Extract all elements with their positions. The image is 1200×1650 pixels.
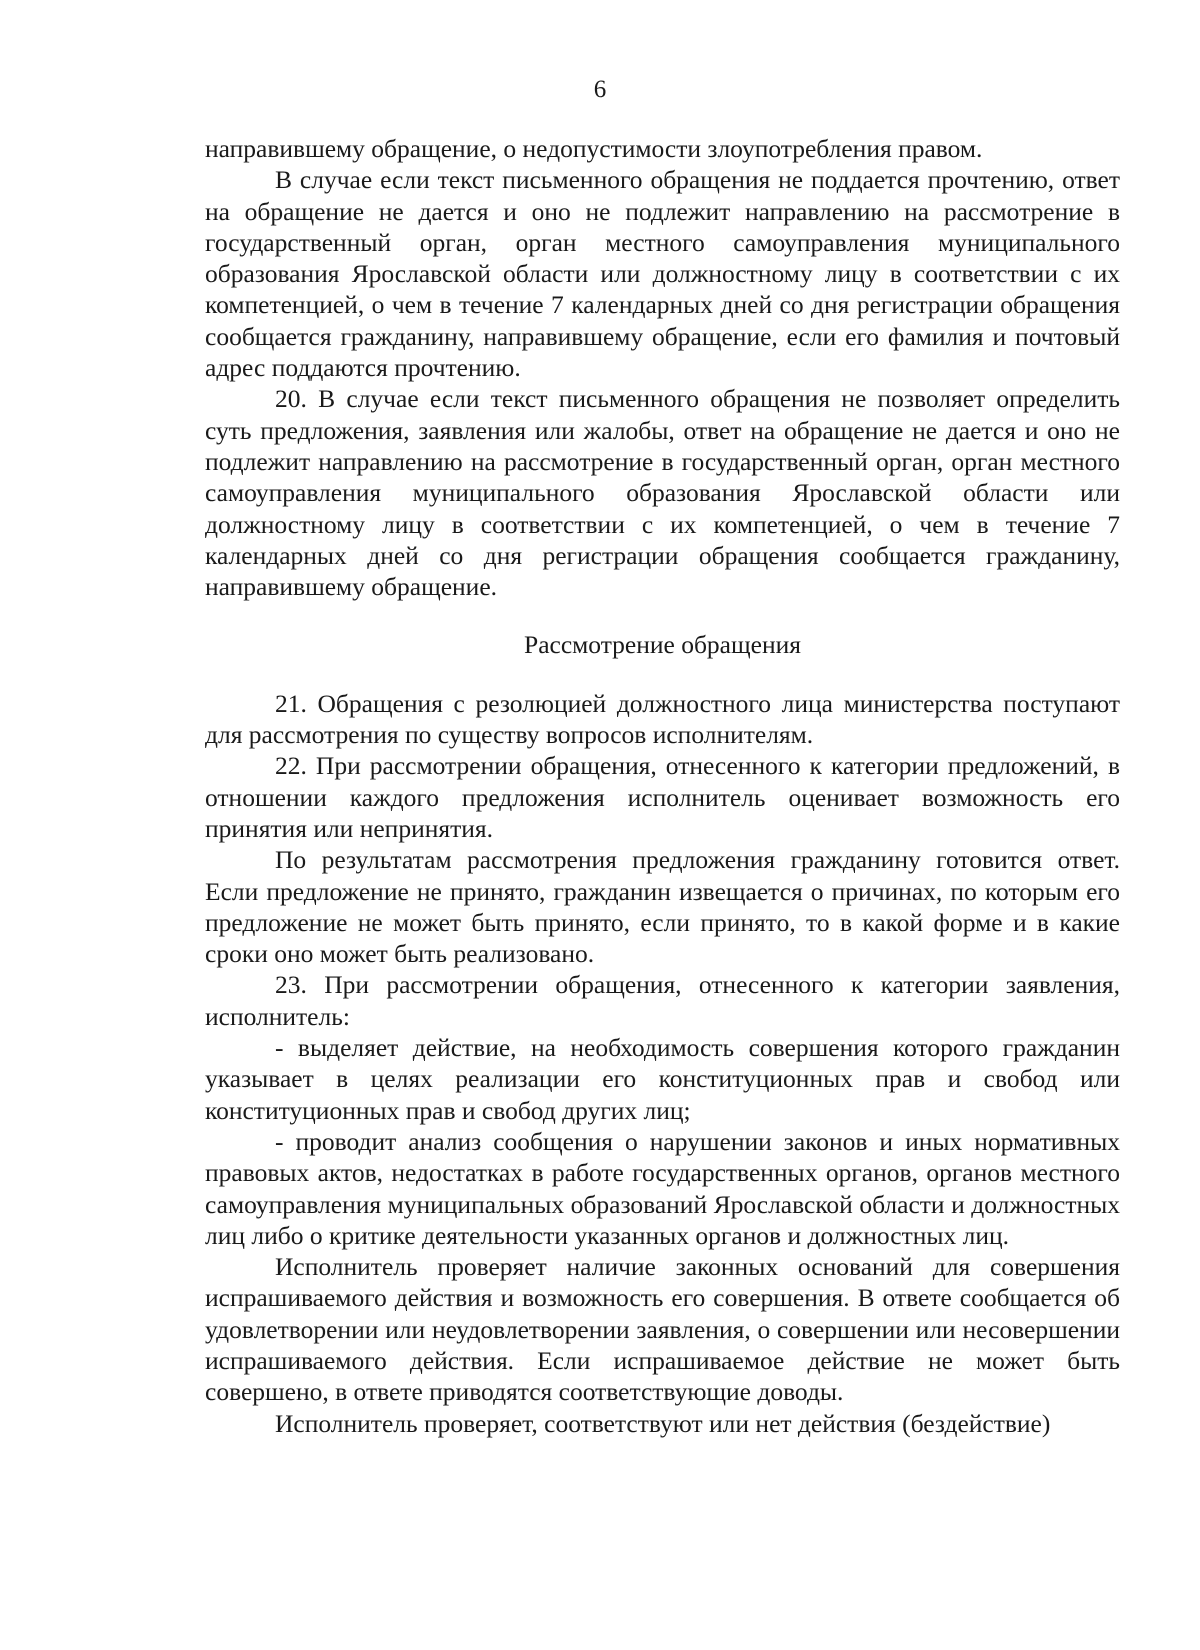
list-item: - проводит анализ сообщения о нарушении законов и иных нормативных правовых актов, недостатках в работе государственных органов, органов местного самоуправления муниципальных образований Ярославской области и должностных лиц либо о критике деятельности указанных органов и должностных лиц. [205,1126,1120,1250]
paragraph: Исполнитель проверяет, соответствуют или нет действия (бездействие) [275,1408,1051,1438]
list-item: - выделяет действие, на необходимость совершения которого гражданин указывает в целях реализации его конституционных прав и свобод или конституционных прав и свобод других лиц; [205,1033,1120,1125]
page-number: 6 [593,76,607,103]
paragraph: По результатам рассмотрения предложения гражданину готовится ответ. Если предложение не принято, гражданин извещается о причинах, по которым его предложение не может быть принято, если принято, то в какой форме и в какие сроки оно может быть реализовано. [205,845,1120,969]
paragraph-item-23: 23. При рассмотрении обращения, отнесенного к категории заявления, исполнитель: [205,970,1120,1031]
document-body [205,133,1120,1439]
paragraph-item-20: 20. В случае если текст письменного обращения не позволяет определить суть предложения, заявления или жалобы, ответ на обращение не дается и оно не подлежит направлению на рассмотрение в государственный орган, орган местного самоуправления муниципального образования Ярославской области или должностному лицу в соответствии с их компетенцией, о чем в течение 7 календарных дней со дня регистрации обращения сообщается гражданину, направившему обращение. [205,384,1120,602]
section-heading: Рассмотрение обращения [524,630,801,660]
paragraph: В случае если текст письменного обращения не поддается прочтению, ответ на обращение не дается и оно не подлежит направлению на рассмотрение в государственный орган, орган местного самоуправления муниципального образования Ярославской области или должностному лицу в соответствии с их компетенцией, о чем в течение 7 календарных дней со дня регистрации обращения сообщается гражданину, направившему обращение, если его фамилия и почтовый адрес поддаются прочтению. [205,165,1120,383]
paragraph: Исполнитель проверяет наличие законных оснований для совершения испрашиваемого действия и возможность его совершения. В ответе сообщается об удовлетворении или неудовлетворении заявления, о совершении или несовершении испрашиваемого действия. Если испрашиваемое действие не может быть совершено, в ответе приводятся соответствующие доводы. [205,1252,1120,1407]
paragraph-item-21: 21. Обращения с резолюцией должностного лица министерства поступают для рассмотрения по существу вопросов исполнителям. [205,688,1120,750]
paragraph-item-22: 22. При рассмотрении обращения, отнесенного к категории предложений, в отношении каждого предложения исполнитель оценивает возможность его принятия или непринятия. [205,751,1120,843]
paragraph: направившему обращение, о недопустимости злоупотребления правом. [205,134,983,163]
